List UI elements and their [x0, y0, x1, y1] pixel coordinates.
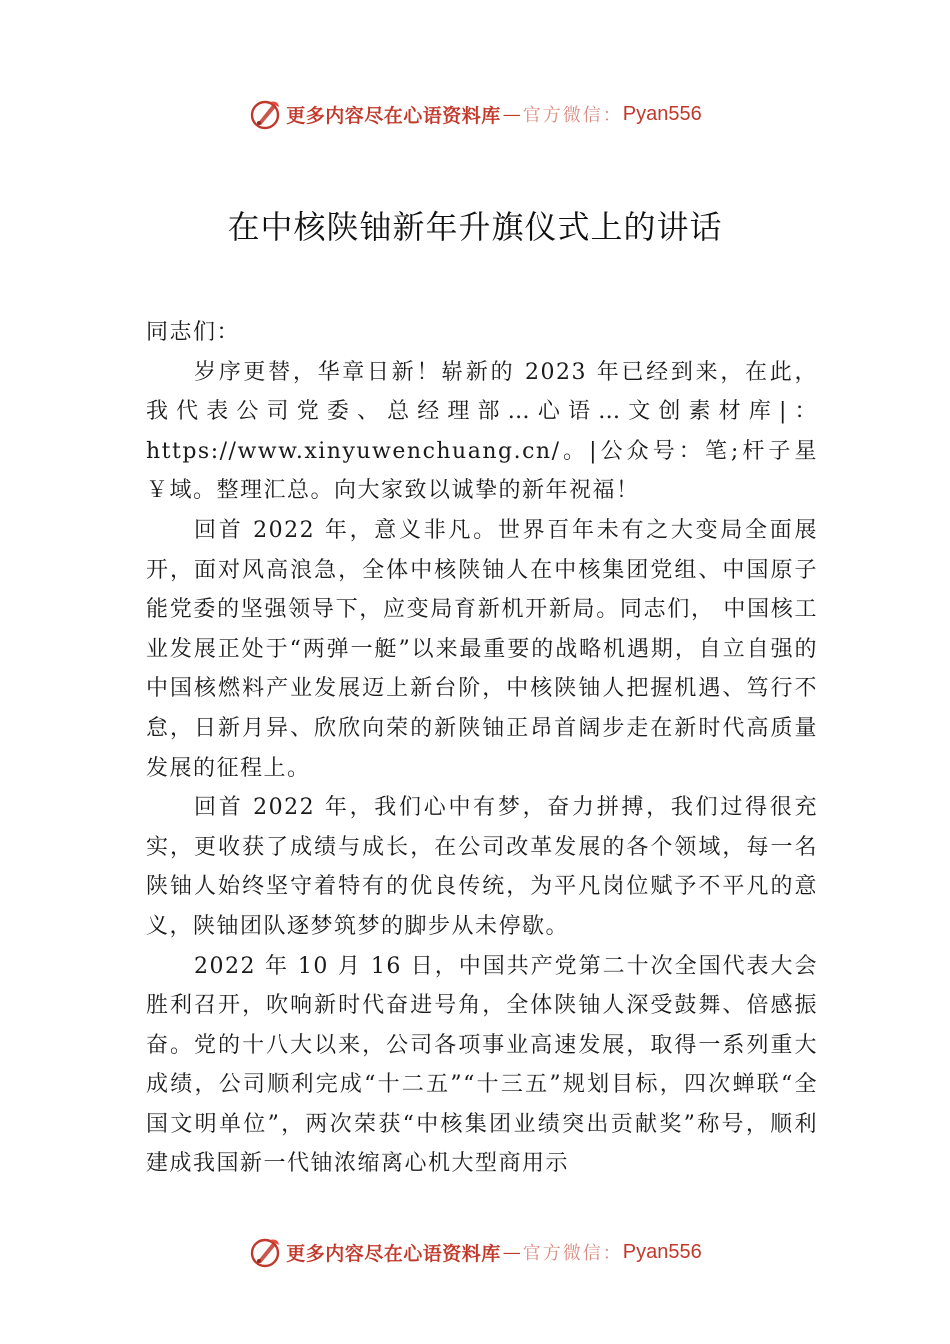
header-watermark-banner [0, 94, 950, 134]
salutation: 同志们： [146, 320, 241, 345]
banner-separator: — [502, 1241, 521, 1263]
paragraph: 2022 年 10 月 16 日，中国共产党第二十次全国代表大会胜利召开，吹响新时代奋进号角，全体陕铀人深受鼓舞、倍感振奋。党的十八大以来，公司各项事业高速发展，取得一系列重大成绩，公司顺利完成“十二五”“十三五”规划目标，四次蝉联“全国文明单位”，两次荣获“中核集团业绩突出贡献奖”称号，顺利建成我国新一代铀浓缩离心机大型商用示 [146, 953, 818, 1177]
quill-pen-logo-icon [248, 97, 282, 131]
paragraph: 回首 2022 年，意义非凡。世界百年未有之大变局全面展开，面对风高浪急，全体中核陕铀人在中核集团党组、中国原子能党委的坚强领导下，应变局育新机开新局。同志们， 中国核工业发展正处于“两弹一艇”以来最重要的战略机遇期，自立自强的中国核燃料产业发展迈上新台阶，中核陕铀人把握机遇、笃行不怠，日新月异、欣欣向荣的新陕铀正昂首阔步走在新时代高质量发展的征程上。 [146, 517, 818, 781]
banner-wechat-id: Pyan556 [622, 102, 702, 125]
banner-wechat-label: 官方微信： [522, 1243, 623, 1264]
paragraph: 岁序更替，华章日新！崭新的 2023 年已经到来，在此， 我代表公司党委、总经理部…心语…文创素材库|：https://www.xinyuwenchuang.cn/。|公众号：笔;杆子星￥域。整理汇总。向大家致以诚挚的新年祝福！ [146, 359, 818, 504]
banner-separator: — [502, 103, 521, 125]
banner-text: 更多内容尽在心语资料库 [286, 1242, 501, 1265]
footer-watermark-banner [0, 1232, 950, 1272]
document-title: 在中核陕铀新年升旗仪式上的讲话 [227, 208, 723, 246]
document-body [146, 313, 818, 1184]
banner-wechat-label: 官方微信： [522, 105, 623, 126]
paragraph: 回首 2022 年，我们心中有梦，奋力拼搏，我们过得很充实，更收获了成绩与成长，在公司改革发展的各个领域，每一名陕铀人始终坚守着特有的优良传统，为平凡岗位赋予不平凡的意义，陕铀团队逐梦筑梦的脚步从未停歇。 [146, 795, 818, 939]
banner-wechat-id: Pyan556 [622, 1240, 702, 1263]
quill-pen-logo-icon [248, 1235, 282, 1269]
banner-text: 更多内容尽在心语资料库 [286, 104, 501, 127]
